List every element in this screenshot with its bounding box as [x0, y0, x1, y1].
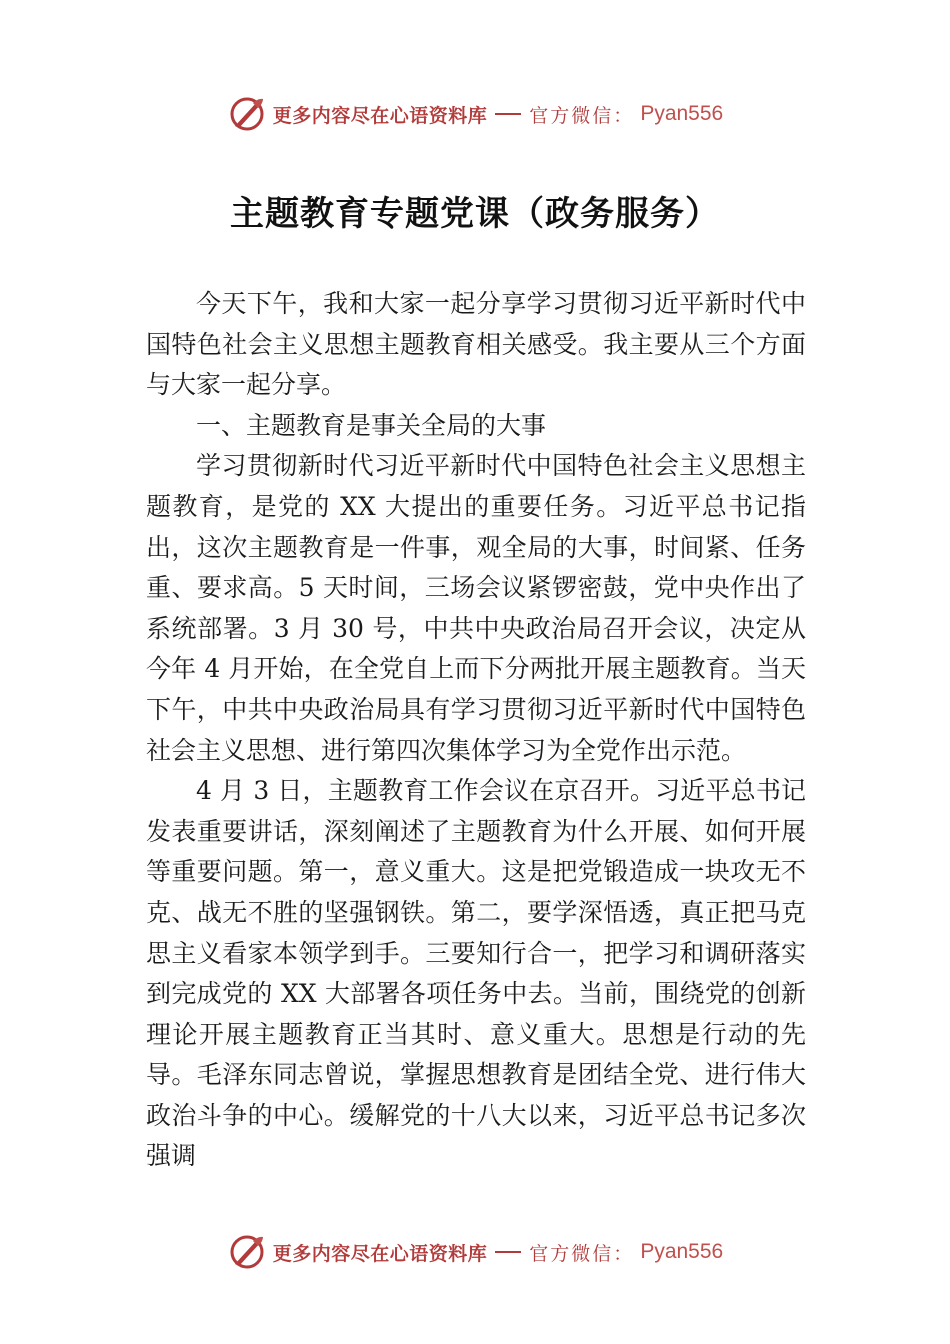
quill-logo-icon — [227, 1232, 267, 1272]
quill-logo-icon — [227, 94, 267, 134]
footer-watermark-banner — [0, 1230, 950, 1274]
banner-wechat-id: Pyan556 — [640, 102, 724, 125]
banner-dash — [495, 113, 521, 115]
banner-dash — [495, 1251, 521, 1253]
section-heading: 一、主题教育是事关全局的大事 — [196, 410, 547, 440]
paragraph: 4 月 3 日，主题教育工作会议在京召开。习近平总书记发表重要讲话，深刻阐述了主题教育为什么开展、如何开展等重要问题。第一，意义重大。这是把党锻造成一块攻无不克、战无不胜的坚强钢铁。第二，要学深悟透，真正把马克思主义看家本领学到手。三要知行合一，把学习和调研落实到完成党的 XX 大部署各项任务中去。当前，围绕党的创新理论开展主题教育正当其时、意义重大。思想是行动的先导。毛泽东同志曾说，掌握思想教育是团结全党、进行伟大政治斗争的中心。缓解党的十八大以来，习近平总书记多次强调 — [146, 776, 806, 1171]
banner-wechat-label: 官方微信： — [529, 1242, 635, 1265]
banner-site-text: 更多内容尽在心语资料库 — [272, 1242, 488, 1265]
banner-wechat-id: Pyan556 — [640, 1240, 724, 1263]
header-watermark-banner — [0, 92, 950, 136]
document-body — [146, 284, 806, 1177]
paragraph: 学习贯彻新时代习近平新时代中国特色社会主义思想主题教育，是党的 XX 大提出的重要任务。习近平总书记指出，这次主题教育是一件事，观全局的大事，时间紧、任务重、要求高。5 天时间，三场会议紧锣密鼓，党中央作出了系统部署。3 月 30 号，中共中央政治局召开会议，决定从今年 4 月开始，在全党自上而下分两批开展主题教育。当天下午，中共中央政治局具有学习贯彻习近平新时代中国特色社会主义思想、进行第四次集体学习为全党作出示范。 — [146, 451, 806, 765]
banner-wechat-label: 官方微信： — [529, 104, 635, 127]
paragraph: 今天下午，我和大家一起分享学习贯彻习近平新时代中国特色社会主义思想主题教育相关感受。我主要从三个方面与大家一起分享。 — [146, 289, 806, 400]
document-title: 主题教育专题党课（政务服务） — [230, 194, 720, 234]
banner-site-text: 更多内容尽在心语资料库 — [272, 104, 488, 127]
